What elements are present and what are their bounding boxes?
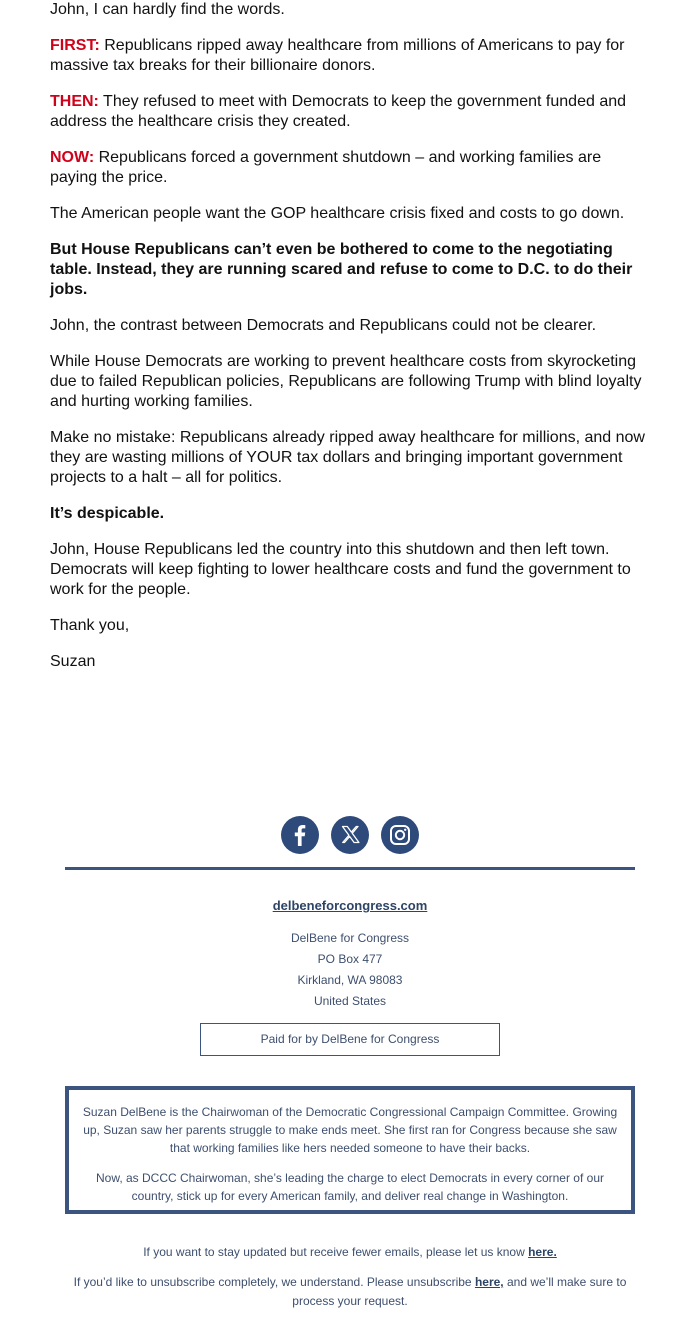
fewer-emails-link[interactable]: here. — [528, 1245, 557, 1259]
first-label: FIRST: — [50, 37, 100, 54]
bio-paragraph-1: Suzan DelBene is the Chairwoman of the Democratic Congressional Campaign Committee. Growing up, Suzan saw her parents struggle to make ends meet. She first ran for Congress because she saw that working families like hers needed someone to have their backs. — [82, 1105, 618, 1155]
org-name: DelBene for Congress — [290, 931, 410, 945]
greeting: John, I can hardly find the words. — [50, 1, 285, 18]
now-label: NOW: — [50, 149, 95, 166]
make-no-mistake-paragraph: Make no mistake: Republicans already ripped away healthcare for millions, and now they are wasting millions of YOUR tax dollars and bringing important government projects to a halt – all for politics. — [50, 429, 645, 486]
website-link[interactable]: delbeneforcongress.com — [272, 898, 428, 913]
then-paragraph — [50, 92, 650, 132]
fewer-emails-notice — [60, 1243, 640, 1262]
paid-for-disclaimer: Paid for by DelBene for Congress — [200, 1023, 500, 1056]
then-text: They refused to meet with Democrats to keep the government funded and address the healthcare crisis they created. — [50, 93, 627, 130]
contrast-paragraph: John, the contrast between Democrats and Republicans could not be clearer. — [50, 317, 597, 334]
po-box: PO Box 477 — [317, 952, 383, 966]
country: United States — [313, 994, 387, 1008]
bio-paragraph-2: Now, as DCCC Chairwoman, she’s leading the charge to elect Democrats in every corner of our country, stick up for every American family, and deliver real change in Washington. — [95, 1171, 604, 1203]
signature: Suzan — [50, 653, 96, 670]
footer-divider — [65, 867, 635, 870]
negotiating-paragraph: But House Republicans can’t even be bothered to come to the negotiating table. Instead, they are running scared and refuse to come to D.C. to do their jobs. — [50, 241, 633, 298]
instagram-icon[interactable] — [381, 816, 419, 854]
american-people-paragraph: The American people want the GOP healthcare crisis fixed and costs to go down. — [50, 205, 625, 222]
democrats-working-paragraph: While House Democrats are working to prevent healthcare costs from skyrocketing due to failed Republican policies, Republicans are following Trump with blind loyalty and hurting working families. — [50, 353, 642, 410]
first-paragraph — [50, 36, 650, 76]
facebook-icon[interactable] — [281, 816, 319, 854]
unsubscribe-link[interactable]: here, — [474, 1275, 504, 1289]
mailing-address — [0, 928, 700, 1012]
unsubscribe-text: If you’d like to unsubscribe completely, we understand. Please unsubscribe — [73, 1275, 475, 1289]
fewer-emails-text: If you want to stay updated but receive fewer emails, please let us know — [143, 1245, 529, 1259]
now-text: Republicans forced a government shutdown – and working families are paying the price. — [50, 149, 602, 186]
social-links — [0, 816, 700, 854]
bio-box — [65, 1086, 635, 1214]
shutdown-paragraph: John, House Republicans led the country into this shutdown and then left town. Democrats will keep fighting to lower healthcare costs and fund the government to work for the people. — [50, 541, 631, 598]
x-icon[interactable] — [331, 816, 369, 854]
despicable-paragraph: It’s despicable. — [50, 505, 165, 522]
now-paragraph — [50, 148, 650, 188]
email-body — [50, 0, 650, 688]
unsubscribe-notice — [60, 1273, 640, 1311]
then-label: THEN: — [50, 93, 99, 110]
city-state: Kirkland, WA 98083 — [297, 973, 403, 987]
thank-you: Thank you, — [50, 617, 130, 634]
first-text: Republicans ripped away healthcare from millions of Americans to pay for massive tax breaks for their billionaire donors. — [50, 37, 625, 74]
unsubscribe-text-end: and we’ll make sure to process your request. — [292, 1275, 627, 1308]
